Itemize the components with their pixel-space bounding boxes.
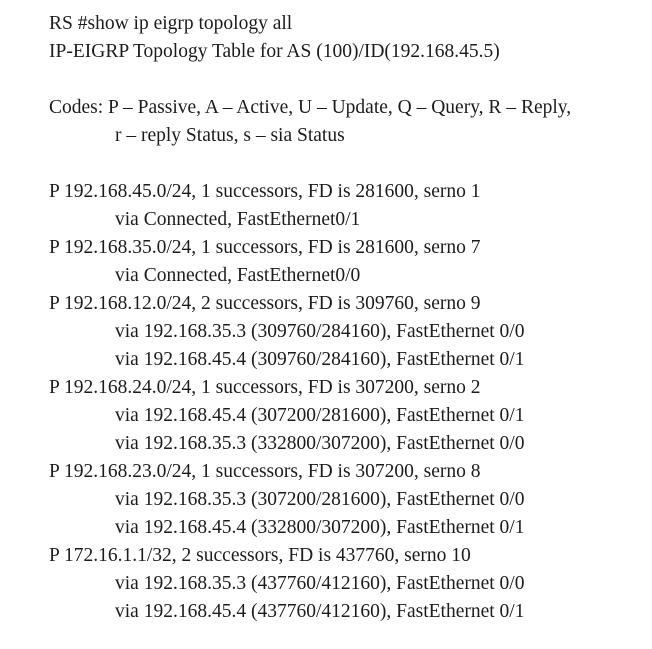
route-line: P 192.168.45.0/24, 1 successors, FD is 281600, serno 1	[49, 181, 481, 202]
via-line: via 192.168.45.4 (437760/412160), FastEthernet 0/1	[115, 601, 525, 622]
via-line: via 192.168.45.4 (332800/307200), FastEthernet 0/1	[115, 517, 525, 538]
via-line: via Connected, FastEthernet0/1	[115, 209, 361, 230]
route-line: P 192.168.12.0/24, 2 successors, FD is 309760, serno 9	[49, 293, 481, 314]
codes-line-2: r – reply Status, s – sia Status	[115, 125, 345, 146]
route-entry	[49, 234, 649, 290]
route-line: P 192.168.35.0/24, 1 successors, FD is 281600, serno 7	[49, 237, 481, 258]
route-entry	[49, 290, 649, 374]
route-line: P 192.168.23.0/24, 1 successors, FD is 307200, serno 8	[49, 461, 481, 482]
via-line: via 192.168.35.3 (437760/412160), FastEthernet 0/0	[115, 573, 525, 594]
via-line: via 192.168.45.4 (309760/284160), FastEthernet 0/1	[115, 349, 525, 370]
via-line: via 192.168.35.3 (309760/284160), FastEthernet 0/0	[115, 321, 525, 342]
via-line: via Connected, FastEthernet0/0	[115, 265, 361, 286]
route-entry	[49, 374, 649, 458]
topology-output	[49, 10, 649, 626]
command-line: RS #show ip eigrp topology all	[49, 13, 293, 34]
via-line: via 192.168.35.3 (307200/281600), FastEthernet 0/0	[115, 489, 525, 510]
spacer	[49, 150, 649, 178]
route-entry	[49, 542, 649, 626]
route-entry	[49, 178, 649, 234]
route-entry	[49, 458, 649, 542]
via-line: via 192.168.45.4 (307200/281600), FastEthernet 0/1	[115, 405, 525, 426]
spacer	[49, 66, 649, 94]
codes-line-1: Codes: P – Passive, A – Active, U – Update, Q – Query, R – Reply,	[49, 97, 572, 118]
route-line: P 192.168.24.0/24, 1 successors, FD is 307200, serno 2	[49, 377, 481, 398]
table-title: IP-EIGRP Topology Table for AS (100)/ID(192.168.45.5)	[49, 41, 500, 62]
via-line: via 192.168.35.3 (332800/307200), FastEthernet 0/0	[115, 433, 525, 454]
route-line: P 172.16.1.1/32, 2 successors, FD is 437760, serno 10	[49, 545, 471, 566]
